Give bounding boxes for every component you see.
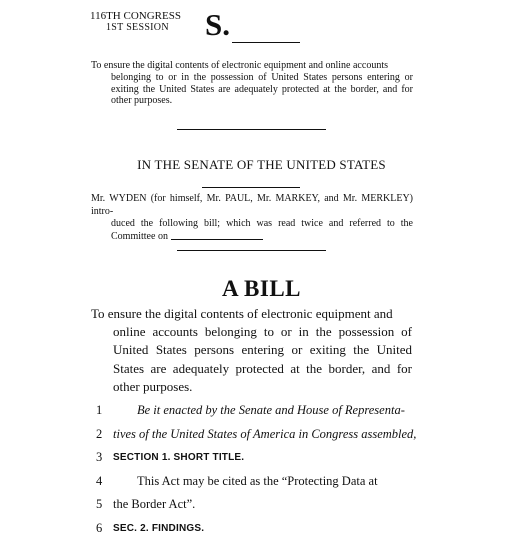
congress-session-block — [90, 10, 181, 34]
purpose-statement — [91, 305, 412, 396]
bill-number-blank-line — [232, 42, 300, 43]
bill-title: A BILL — [221, 276, 302, 301]
sponsors-first-line: Mr. WYDEN (for himself, Mr. PAUL, Mr. MARKEY, and Mr. MERKLEY) intro- — [91, 193, 413, 217]
purpose-small-first-line: To ensure the digital contents of electronic equipment and online accounts — [91, 60, 388, 71]
chamber-heading: IN THE SENATE OF THE UNITED STATES — [137, 157, 386, 172]
line-number: 2 — [96, 427, 103, 441]
divider-rule-short — [202, 187, 300, 188]
bill-designation: S. — [205, 7, 230, 42]
divider-rule-top — [177, 129, 326, 130]
line-number: 4 — [96, 474, 103, 488]
enacting-clause-line-2: tives of the United States of America in Congress assembled, — [113, 427, 417, 441]
line-number: 1 — [96, 403, 103, 417]
line-number: 6 — [96, 521, 103, 535]
enacting-clause-line-1: Be it enacted by the Senate and House of Representa- — [137, 403, 405, 417]
sponsors-paragraph — [91, 193, 413, 243]
committee-blank-line — [171, 239, 263, 240]
short-title-text-line-2: the Border Act”. — [113, 497, 196, 511]
line-number: 5 — [96, 497, 103, 511]
purpose-summary-small — [91, 60, 413, 107]
section-heading: SECTION 1. SHORT TITLE. — [113, 452, 245, 463]
section-heading: SEC. 2. FINDINGS. — [113, 523, 205, 534]
purpose-first-line: To ensure the digital contents of electronic equipment and — [91, 306, 393, 321]
purpose-continuation: online accounts belonging to or in the possession of United States persons entering or exiting the United States are adequately protected at the border, and for other purposes. — [113, 324, 412, 394]
congress-number: 116TH CONGRESS — [90, 10, 181, 22]
session-number: 1ST SESSION — [106, 22, 169, 33]
line-number: 3 — [96, 450, 103, 464]
purpose-small-continuation: belonging to or in the possession of United States persons entering or exiting the United States are adequately protected at the border, and for other purposes. — [111, 71, 413, 107]
short-title-text-line-1: This Act may be cited as the “Protecting Data at — [137, 474, 378, 488]
sponsors-continuation: duced the following bill; which was read twice and referred to the Committee on — [111, 218, 413, 242]
divider-rule-middle — [177, 250, 326, 251]
